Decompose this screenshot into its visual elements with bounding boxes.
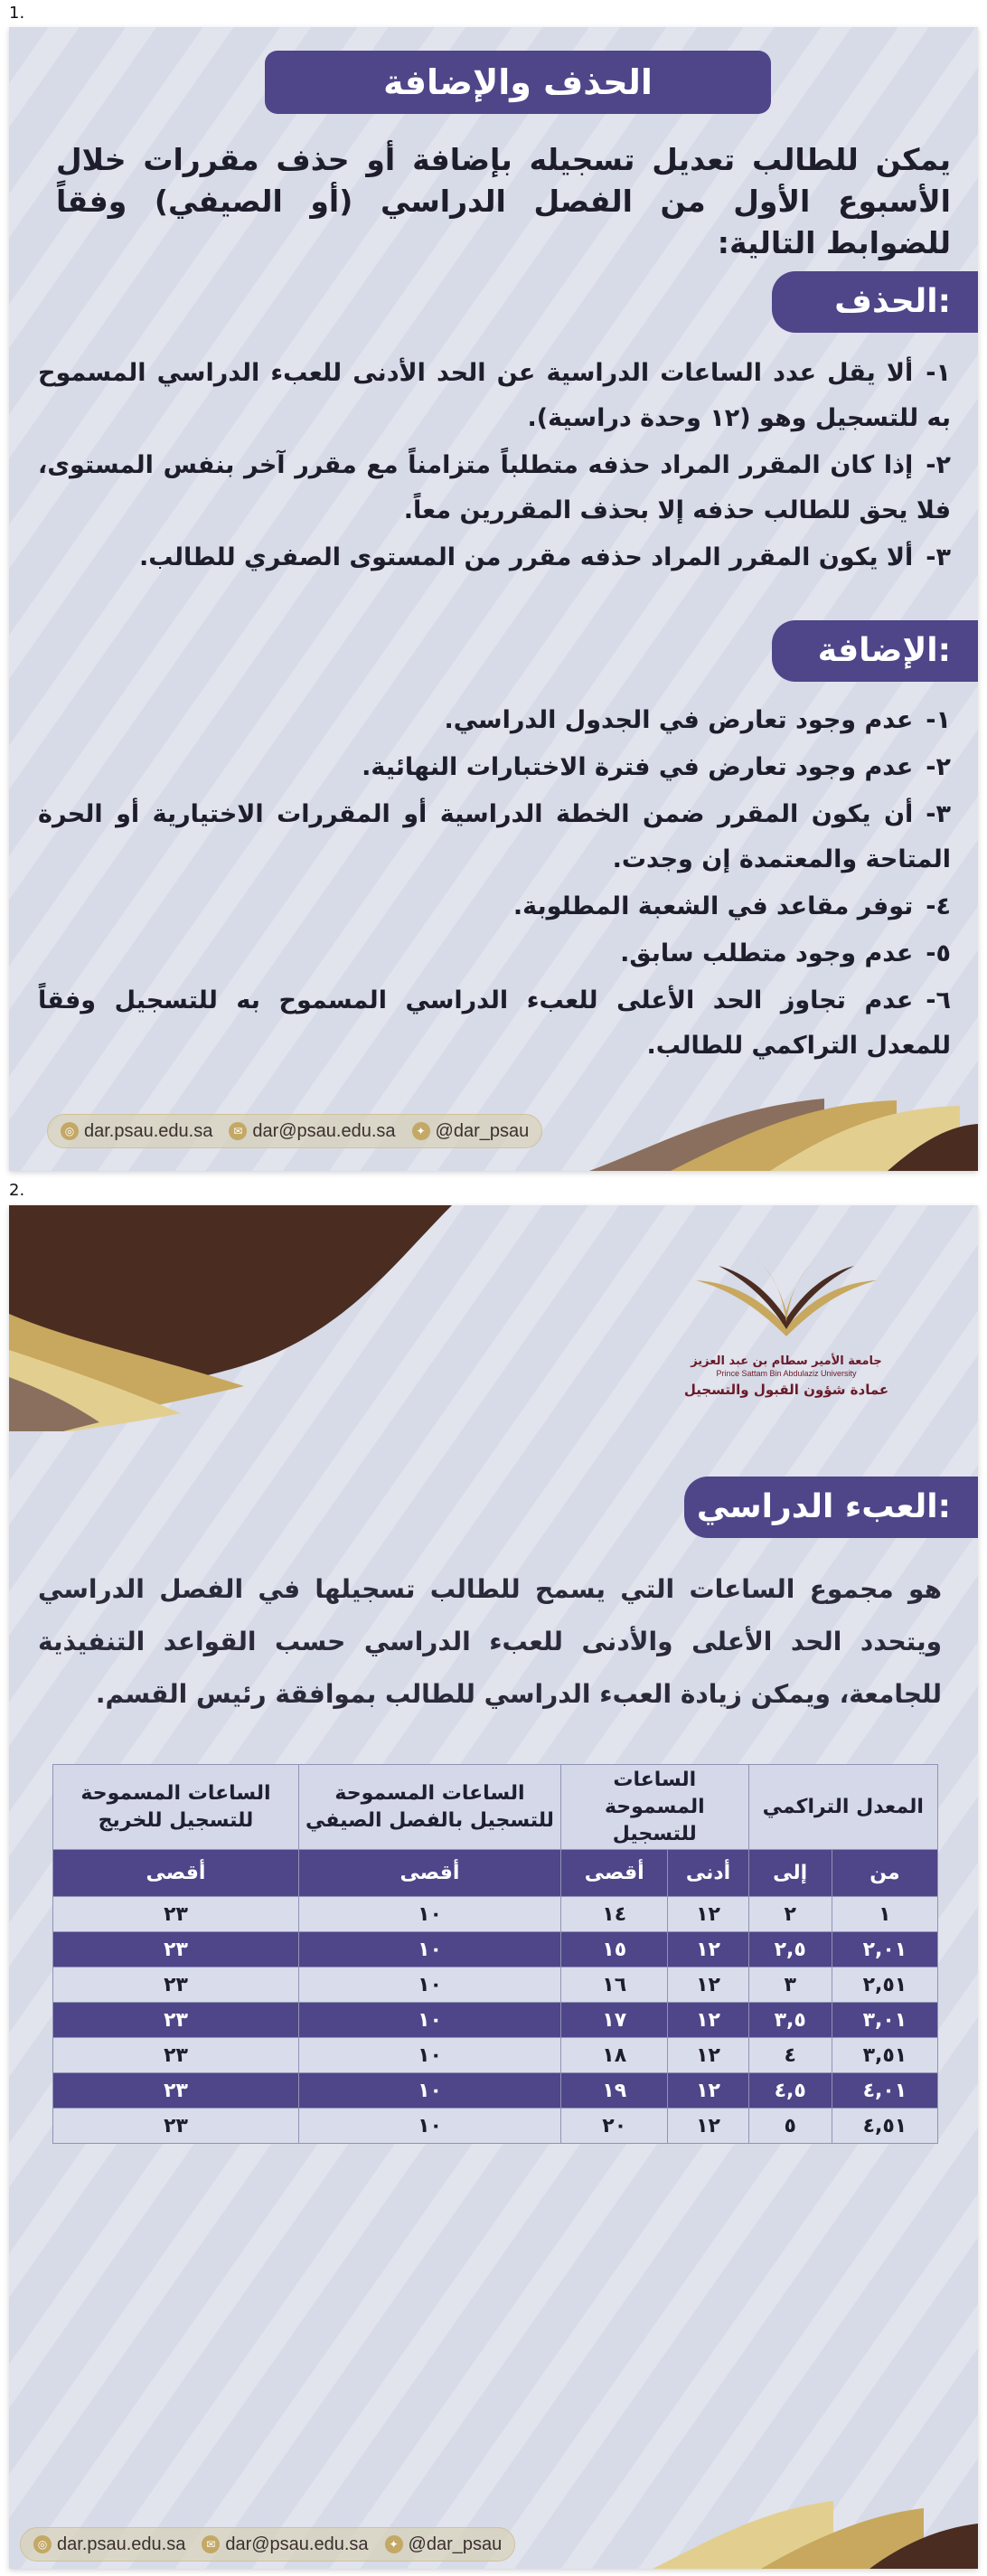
cell-from: ٢,٠١	[832, 1932, 937, 1967]
cell-summer: ١٠	[299, 2003, 561, 2038]
table-row	[53, 2073, 938, 2109]
addition-rules-list	[38, 698, 951, 1071]
cell-to: ٣	[748, 1967, 832, 2003]
rule-number: ٤-	[926, 892, 951, 920]
cell-from: ٤,٠١	[832, 2073, 937, 2109]
cell-from: ٣,٠١	[832, 2003, 937, 2038]
cell-from: ٢,٥١	[832, 1967, 937, 2003]
twitter-link-2[interactable]: ✦ @dar_psau	[385, 2534, 503, 2555]
rule-item	[38, 978, 951, 1069]
cell-to: ٣,٥	[748, 2003, 832, 2038]
cell-min: ١٢	[668, 1932, 748, 1967]
cell-summer: ١٠	[299, 2073, 561, 2109]
cell-grad: ٢٣	[53, 2003, 299, 2038]
rule-number: ٥-	[926, 939, 951, 967]
twitter-icon: ✦	[385, 2535, 403, 2553]
cell-min: ١٢	[668, 2038, 748, 2073]
table-row	[53, 2003, 938, 2038]
rule-item	[38, 792, 951, 882]
book-logo-icon	[678, 1246, 895, 1354]
decorative-waves-bottom	[653, 2492, 978, 2569]
rule-number: ٣-	[926, 543, 951, 571]
cell-min: ١٢	[668, 2109, 748, 2144]
cell-grad: ٢٣	[53, 2038, 299, 2073]
rule-text: عدم وجود تعارض في الجدول الدراسي.	[444, 706, 914, 734]
cell-to: ٢,٥	[748, 1932, 832, 1967]
cell-max: ١٦	[561, 1967, 668, 2003]
deletion-rules-list	[38, 351, 951, 582]
rule-text: ألا يكون المقرر المراد حذفه مقرر من المستوى الصفري للطالب.	[139, 543, 914, 571]
subheader-max: أقصى	[561, 1850, 668, 1897]
cell-summer: ١٠	[299, 2109, 561, 2144]
addition-heading: الإضافة:	[772, 620, 978, 682]
academic-load-description: هو مجموع الساعات التي يسمح للطالب تسجيلها في الفصل الدراسي ويتحدد الحد الأعلى والأدنى للعبء الدراسي حسب القواعد التنفيذية للجامعة، ويمكن زيادة العبء الدراسي للطالب بموافقة رئيس القسم.	[38, 1574, 942, 1709]
rule-text: عدم وجود متطلب سابق.	[620, 939, 914, 967]
rule-number: ١-	[926, 706, 951, 734]
rule-item	[38, 931, 951, 977]
university-name-en: Prince Sattam Bin Abdulaziz University	[716, 1369, 857, 1378]
cell-summer: ١٠	[299, 1967, 561, 2003]
website-link-2[interactable]: ◎ dar.psau.edu.sa	[33, 2534, 185, 2555]
cell-grad: ٢٣	[53, 1932, 299, 1967]
cell-from: ٣,٥١	[832, 2038, 937, 2073]
subheader-grad-max: أقصى	[53, 1850, 299, 1897]
email-link-2[interactable]: ✉ dar@psau.edu.sa	[202, 2534, 368, 2555]
rule-item	[38, 698, 951, 743]
header-summer-hours: الساعات المسموحة للتسجيل بالفصل الصيفي	[299, 1765, 561, 1850]
rule-text: عدم وجود تعارض في فترة الاختبارات النهائية.	[362, 753, 914, 781]
deanship-name: عمادة شؤون القبول والتسجيل	[683, 1382, 889, 1398]
twitter-icon: ✦	[412, 1122, 430, 1140]
university-logo	[678, 1246, 895, 1398]
cell-grad: ٢٣	[53, 2109, 299, 2144]
cell-summer: ١٠	[299, 1897, 561, 1932]
rule-item	[38, 535, 951, 580]
cell-max: ١٥	[561, 1932, 668, 1967]
cell-min: ١٢	[668, 1897, 748, 1932]
rule-item	[38, 443, 951, 533]
cell-max: ١٧	[561, 2003, 668, 2038]
cell-summer: ١٠	[299, 2038, 561, 2073]
cell-grad: ٢٣	[53, 1967, 299, 2003]
email-link[interactable]: ✉ dar@psau.edu.sa	[229, 1121, 395, 1142]
cell-max: ٢٠	[561, 2109, 668, 2144]
cell-min: ١٢	[668, 2003, 748, 2038]
twitter-link[interactable]: ✦ @dar_psau	[412, 1121, 530, 1142]
header-graduate-hours: الساعات المسموحة للتسجيل للخريج	[53, 1765, 299, 1850]
cell-to: ٥	[748, 2109, 832, 2144]
cell-summer: ١٠	[299, 1932, 561, 1967]
header-allowed-hours: الساعات المسموحة للتسجيل	[561, 1765, 749, 1850]
academic-load-heading: العبء الدراسي:	[684, 1477, 978, 1538]
rule-text: إذا كان المقرر المراد حذفه متطلباً متزامناً مع مقرر آخر بنفس المستوى، فلا يحق للطالب حذفه إلا بحذف المقررين معاً.	[38, 451, 951, 524]
cell-from: ٤,٥١	[832, 2109, 937, 2144]
cell-min: ١٢	[668, 1967, 748, 2003]
rule-text: توفر مقاعد في الشعبة المطلوبة.	[512, 892, 914, 920]
rule-item	[38, 884, 951, 929]
academic-load-table	[52, 1764, 938, 2144]
table-row	[53, 2038, 938, 2073]
rule-text: أن يكون المقرر ضمن الخطة الدراسية أو المقررات الاختيارية أو الحرة المتاحة والمعتمدة إن وجدت.	[38, 800, 951, 873]
deletion-heading: الحذف:	[772, 271, 978, 333]
rule-number: ٦-	[926, 986, 951, 1014]
rule-item	[38, 745, 951, 790]
rule-text: ألا يقل عدد الساعات الدراسية عن الحد الأدنى للعبء الدراسي المسموح به للتسجيل وهو (١٢ وحدة دراسية).	[38, 359, 951, 432]
globe-icon: ◎	[33, 2535, 52, 2553]
table-row	[53, 1932, 938, 1967]
decorative-waves-top	[9, 1205, 452, 1431]
globe-icon: ◎	[61, 1122, 79, 1140]
subheader-min: أدنى	[668, 1850, 748, 1897]
cell-max: ١٨	[561, 2038, 668, 2073]
website-link[interactable]: ◎ dar.psau.edu.sa	[61, 1121, 212, 1142]
university-name-ar: جامعة الأمير سطام بن عبد العزيز	[691, 1354, 882, 1368]
cell-to: ٤,٥	[748, 2073, 832, 2109]
cell-grad: ٢٣	[53, 1897, 299, 1932]
cell-grad: ٢٣	[53, 2073, 299, 2109]
cell-to: ٢	[748, 1897, 832, 1932]
contact-footer	[47, 1114, 542, 1148]
cell-from: ١	[832, 1897, 937, 1932]
add-drop-panel	[9, 27, 978, 1171]
rule-text: عدم تجاوز الحد الأعلى للعبء الدراسي المسموح به للتسجيل وفقاً للمعدل التراكمي للطالب.	[38, 986, 951, 1060]
table-row	[53, 2109, 938, 2144]
rule-item	[38, 351, 951, 441]
mail-icon: ✉	[229, 1122, 247, 1140]
header-gpa: المعدل التراكمي	[748, 1765, 937, 1850]
rule-number: ٢-	[926, 753, 951, 781]
decorative-waves	[589, 1090, 978, 1171]
image-label-2: 2.	[9, 1181, 25, 1200]
academic-load-panel	[9, 1205, 978, 2569]
table-row	[53, 1897, 938, 1932]
subheader-to: إلى	[748, 1850, 832, 1897]
image-label-1: 1.	[9, 4, 25, 23]
table-row	[53, 1967, 938, 2003]
rule-number: ١-	[926, 359, 951, 387]
cell-max: ١٤	[561, 1897, 668, 1932]
intro-text: يمكن للطالب تعديل تسجيله بإضافة أو حذف مقررات خلال الأسبوع الأول من الفصل الدراسي (أو الصيفي) وفقاً للضوابط التالية:	[56, 142, 951, 260]
cell-max: ١٩	[561, 2073, 668, 2109]
cell-min: ١٢	[668, 2073, 748, 2109]
page-title: الحذف والإضافة	[265, 51, 771, 114]
contact-footer-2	[20, 2527, 515, 2562]
rule-number: ٢-	[926, 451, 951, 479]
subheader-from: من	[832, 1850, 937, 1897]
cell-to: ٤	[748, 2038, 832, 2073]
rule-number: ٣-	[926, 800, 951, 828]
mail-icon: ✉	[202, 2535, 220, 2553]
subheader-summer-max: أقصى	[299, 1850, 561, 1897]
